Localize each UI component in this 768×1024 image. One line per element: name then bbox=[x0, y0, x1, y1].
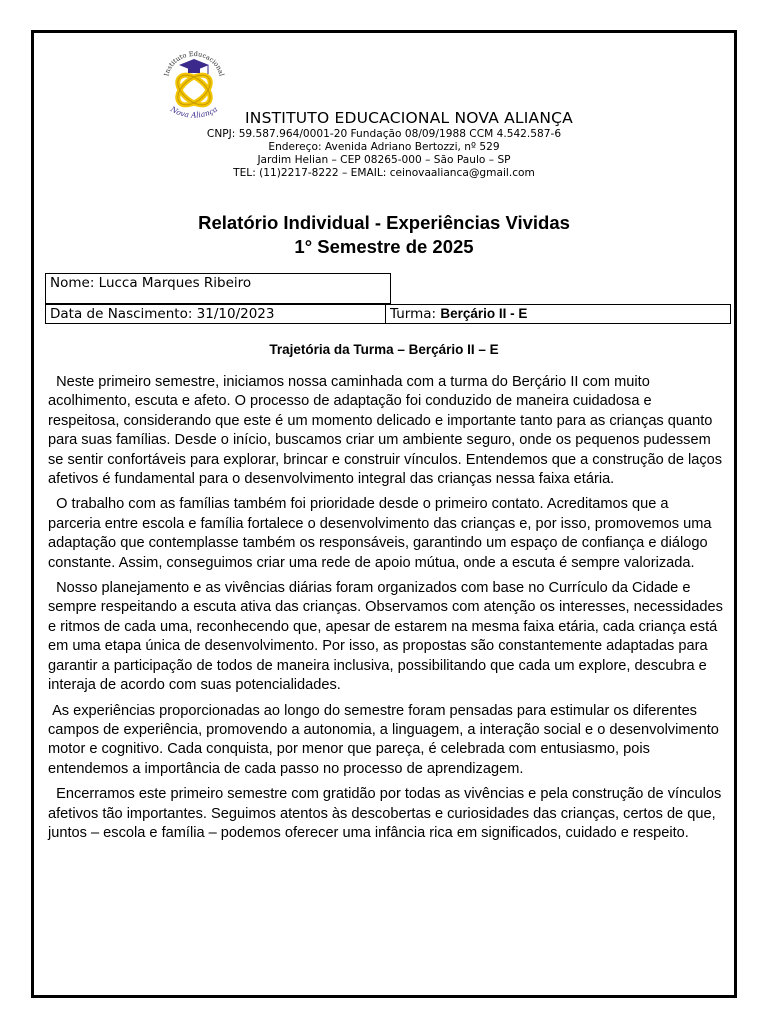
report-title: Relatório Individual - Experiências Vividas bbox=[198, 212, 570, 233]
institution-info-address: Endereço: Avenida Adriano Bertozzi, nº 529 bbox=[268, 141, 500, 153]
svg-text:Nova Aliança: Nova Aliança bbox=[168, 104, 220, 120]
svg-text:Instituto Educacional: Instituto Educacional bbox=[162, 50, 226, 77]
institution-name: INSTITUTO EDUCACIONAL NOVA ALIANÇA bbox=[245, 109, 573, 127]
paragraph-planning: Nosso planejamento e as vivências diárias foram organizados com base no Currículo da Cidade e sempre respeitando a escuta ativa das crianças. Observamos com atenção os interesses, necessidades e ritmos de cada uma, reconhecendo que, apesar de estarem na mesma faixa etária, cada criança está em uma etapa única de desenvolvimento. Por isso, as propostas são constantemente adaptadas para garantir a participação de todos de maneira inclusiva, possibilitando que cada um explore, descubra e interaja de acordo com suas potencialidades. bbox=[48, 580, 727, 694]
paragraph-adaptation: Neste primeiro semestre, iniciamos nossa caminhada com a turma do Berçário II com muito acolhimento, escuta e afeto. O processo de adaptação foi conduzido de maneira cuidadosa e respeitosa, considerando que este é um momento delicado e importante tanto para as crianças quanto para suas famílias. Desde o início, buscamos criar um ambiente seguro, onde os pequenos pudessem se sentir confortáveis para explorar, brincar e construir vínculos. Entendemos que a construção de laços afetivos é fundamental para o desenvolvimento integral das crianças nessa faixa etária. bbox=[48, 374, 727, 488]
class-field bbox=[385, 304, 731, 324]
class-value: Berçário II - E bbox=[440, 306, 528, 321]
birth-date-field bbox=[45, 304, 386, 324]
paragraph-experiences: As experiências proporcionadas ao longo do semestre foram pensadas para estimular os diferentes campos de experiência, promovendo a autonomia, a linguagem, a interação social e o desenvolvimento motor e cognitivo. Cada conquista, por menor que pareça, é celebrada com entusiasmo, pois entendemos a importância de cada passo no processo de aprendizagem. bbox=[48, 702, 723, 777]
institution-info-contact: TEL: (11)2217-8222 – EMAIL: ceinovaalianca@gmail.com bbox=[233, 167, 535, 179]
section-title: Trajetória da Turma – Berçário II – E bbox=[269, 342, 499, 357]
paragraph-closing: Encerramos este primeiro semestre com gratidão por todas as vivências e pela construção de vínculos afetivos tão importantes. Seguimos atentos às descobertas e curiosidades das crianças, certos de que, juntos – escola e família – podemos oferecer uma infância rica em significados, cuidado e respeito. bbox=[48, 786, 726, 841]
institution-info-cnpj: CNPJ: 59.587.964/0001-20 Fundação 08/09/1988 CCM 4.542.587-6 bbox=[206, 128, 562, 140]
institution-info-district: Jardim Helian – CEP 08265-000 – São Paulo – SP bbox=[257, 154, 511, 166]
student-name: Nome: Lucca Marques Ribeiro bbox=[50, 275, 252, 291]
birth-date: Data de Nascimento: 31/10/2023 bbox=[50, 306, 275, 322]
report-semester: 1° Semestre de 2025 bbox=[294, 236, 474, 257]
paragraph-families: O trabalho com as famílias também foi prioridade desde o primeiro contato. Acreditamos que a parceria entre escola e família fortalece o desenvolvimento das crianças e, por isso, promovemos uma adaptação que contemplasse também os responsáveis, garantindo um espaço de confiança e diálogo constante. Assim, conseguimos criar uma rede de apoio mútua, onde a escuta é sempre valorizada. bbox=[48, 496, 716, 571]
student-name-field bbox=[45, 273, 391, 304]
class-label: Turma: bbox=[390, 306, 441, 322]
report-body bbox=[48, 373, 727, 849]
